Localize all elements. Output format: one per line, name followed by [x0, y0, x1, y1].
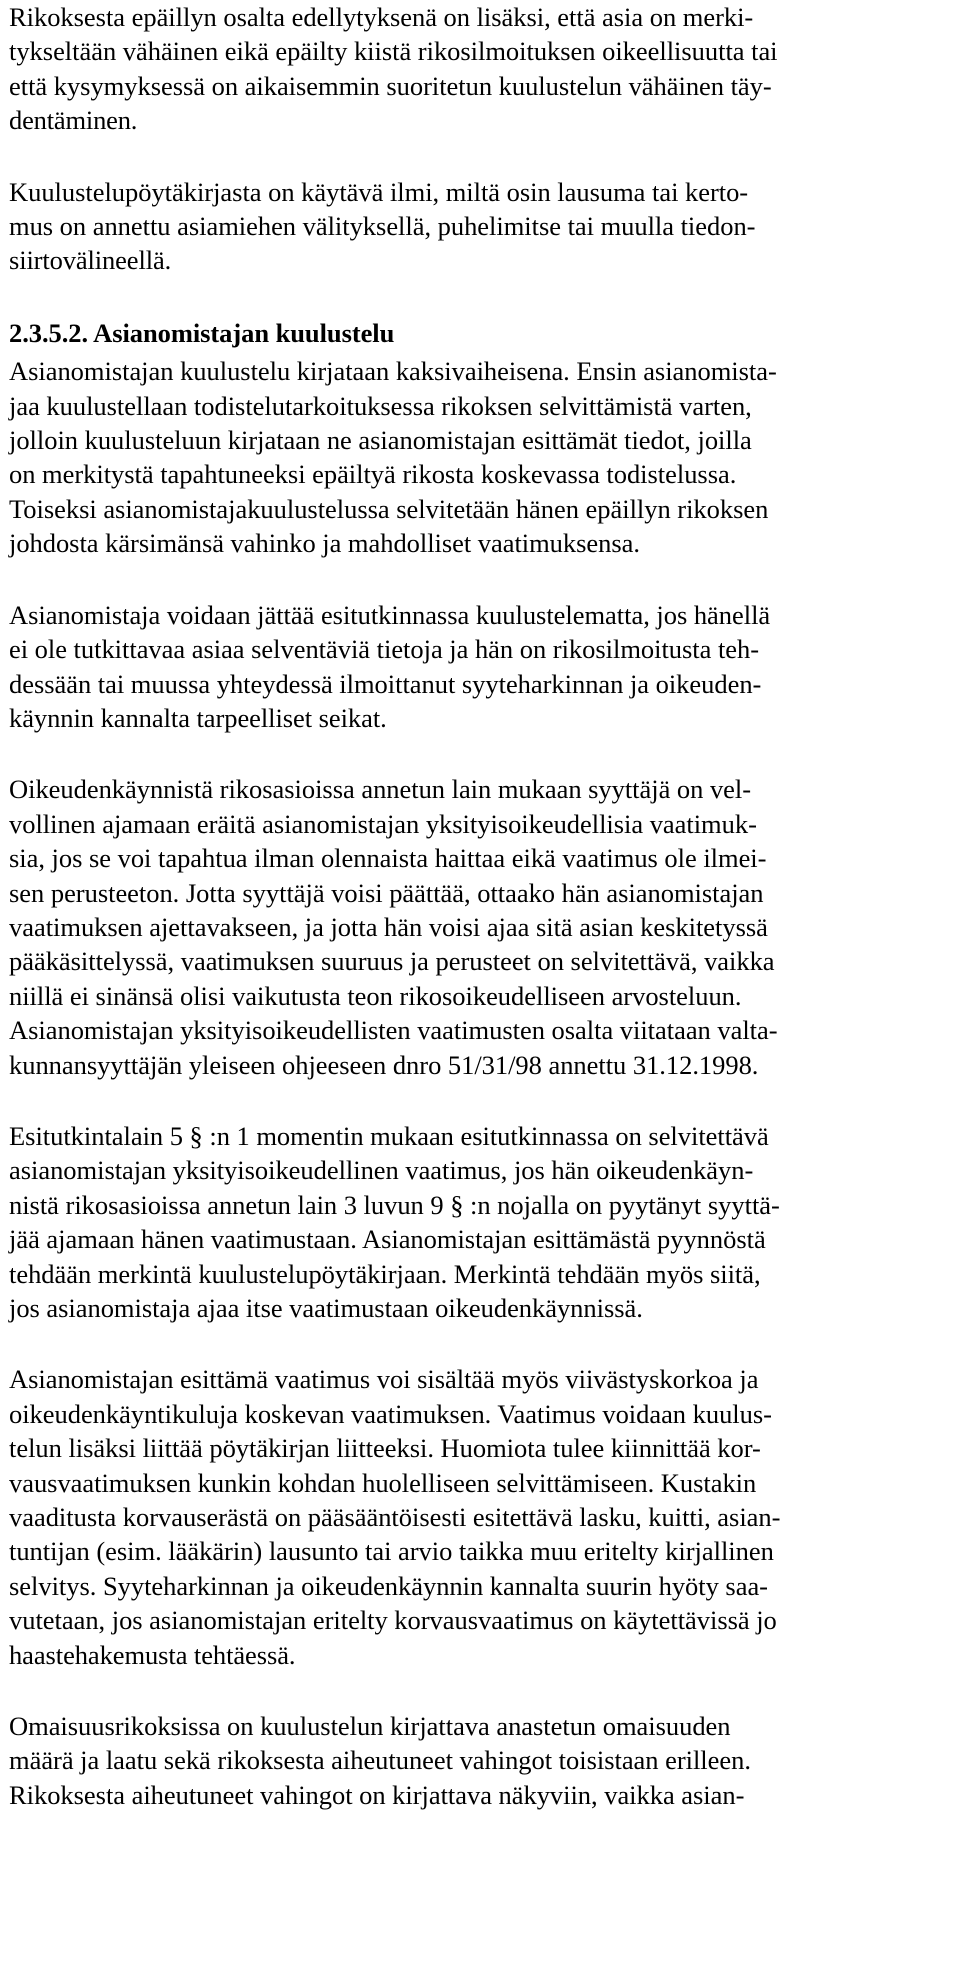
text-line: jää ajamaan hänen vaatimustaan. Asianomistajan esittämästä pyynnöstä — [9, 1224, 766, 1255]
text-line: Asianomistajan yksityisoikeudellisten vaatimusten osalta viitataan valta- — [9, 1015, 778, 1046]
paragraph-gap — [9, 1672, 955, 1709]
text-line: sen perusteeton. Jotta syyttäjä voisi päättää, ottaako hän asianomistajan — [9, 877, 764, 908]
text-line: määrä ja laatu sekä rikoksesta aiheutuneet vahingot toisistaan erilleen. — [9, 1745, 751, 1776]
paragraph-gap — [9, 561, 955, 598]
text-line: tehdään merkintä kuulustelupöytäkirjaan. Merkintä tehdään myös siitä, — [9, 1258, 761, 1289]
section-heading: 2.3.5.2. Asianomistajan kuulustelu — [9, 317, 395, 348]
text-line: Toiseksi asianomistajakuulustelussa selvitetään hänen epäillyn rikoksen — [9, 493, 769, 524]
text-line: Asianomistajan kuulustelu kirjataan kaksivaiheisena. Ensin asianomista- — [9, 356, 777, 387]
text-line: käynnin kannalta tarpeelliset seikat. — [9, 702, 387, 733]
text-line: on merkitystä tapahtuneeksi epäiltyä rikosta koskevassa todistelussa. — [9, 459, 737, 490]
text-line: jolloin kuulusteluun kirjataan ne asianomistajan esittämät tiedot, joilla — [9, 425, 752, 456]
paragraph — [9, 0, 955, 138]
text-line: niillä ei sinänsä olisi vaikutusta teon rikosoikeudelliseen arvosteluun. — [9, 980, 742, 1011]
text-line: jos asianomistaja ajaa itse vaatimustaan oikeudenkäynnissä. — [9, 1293, 643, 1323]
text-line: siirtovälineellä. — [9, 245, 172, 276]
text-line: tuntijan (esim. lääkärin) lausunto tai arvio taikka muu eritelty kirjallinen — [9, 1536, 774, 1567]
text-line: vollinen ajamaan eräitä asianomistajan yksityisoikeudellisia vaatimuk- — [9, 808, 757, 839]
text-line: asianomistajan yksityisoikeudellinen vaatimus, jos hän oikeudenkäyn- — [9, 1155, 754, 1186]
text-line: vutetaan, jos asianomistajan eritelty korvausvaatimus on käytettävissä jo — [9, 1605, 777, 1636]
text-line: Oikeudenkäynnistä rikosasioissa annetun lain mukaan syyttäjä on vel- — [9, 774, 752, 805]
text-line: Asianomistaja voidaan jättää esitutkinnassa kuulustelematta, jos hänellä — [9, 599, 771, 630]
text-line: Kuulustelupöytäkirjasta on käytävä ilmi, miltä osin lausuma tai kerto- — [9, 176, 749, 207]
paragraph — [9, 354, 955, 560]
paragraph-gap — [9, 735, 955, 772]
paragraph-gap — [9, 278, 955, 316]
text-line: Esitutkintalain 5 § :n 1 momentin mukaan esitutkinnassa on selvitettävä — [9, 1120, 769, 1151]
text-line: vaaditusta korvauserästä on pääsääntöisesti esitettävä lasku, kuitti, asian- — [9, 1502, 781, 1533]
text-line: ei ole tutkittavaa asiaa selventäviä tietoja ja hän on rikosilmoitusta teh- — [9, 634, 760, 665]
text-line: että kysymyksessä on aikaisemmin suoritetun kuulustelun vähäinen täy- — [9, 70, 772, 101]
text-line: dessään tai muussa yhteydessä ilmoittanut syyteharkinnan ja oikeuden- — [9, 668, 762, 699]
document-page — [9, 0, 955, 1812]
text-line: Rikoksesta epäillyn osalta edellytyksenä on lisäksi, että asia on merki- — [9, 2, 754, 32]
text-line: sia, jos se voi tapahtua ilman olennaista haittaa eikä vaatimus ole ilmei- — [9, 843, 767, 874]
section-heading-block — [9, 316, 955, 350]
paragraph — [9, 1119, 955, 1325]
text-line: pääkäsittelyssä, vaatimuksen suuruus ja perusteet on selvitettävä, vaikka — [9, 946, 775, 977]
text-line: oikeudenkäyntikuluja koskevan vaatimuksen. Vaatimus voidaan kuulus- — [9, 1398, 772, 1429]
text-line: tykseltään vähäinen eikä epäilty kiistä rikosilmoituksen oikeellisuutta tai — [9, 36, 778, 67]
text-line: mus on annettu asiamiehen välityksellä, puhelimitse tai muulla tiedon- — [9, 211, 756, 242]
paragraph — [9, 772, 955, 1082]
paragraph-gap — [9, 1082, 955, 1119]
text-line: selvitys. Syyteharkinnan ja oikeudenkäynnin kannalta suurin hyöty saa- — [9, 1570, 768, 1601]
text-line: jaa kuulustellaan todistelutarkoituksessa rikoksen selvittämistä varten, — [9, 390, 752, 421]
paragraph — [9, 1362, 955, 1672]
paragraph-gap — [9, 138, 955, 175]
text-line: kunnansyyttäjän yleiseen ohjeeseen dnro 51/31/98 annettu 31.12.1998. — [9, 1049, 759, 1080]
paragraph — [9, 598, 955, 736]
text-line: telun lisäksi liittää pöytäkirjan liitteeksi. Huomiota tulee kiinnittää kor- — [9, 1433, 761, 1464]
paragraph — [9, 1709, 955, 1812]
text-line: vausvaatimuksen kunkin kohdan huolelliseen selvittämiseen. Kustakin — [9, 1467, 757, 1498]
text-line: Asianomistajan esittämä vaatimus voi sisältää myös viivästyskorkoa ja — [9, 1364, 759, 1395]
text-line: johdosta kärsimänsä vahinko ja mahdolliset vaatimuksensa. — [9, 528, 640, 559]
text-line: nistä rikosasioissa annetun lain 3 luvun 9 § :n nojalla on pyytänyt syyttä- — [9, 1189, 780, 1220]
text-line: Omaisuusrikoksissa on kuulustelun kirjattava anastetun omaisuuden — [9, 1711, 731, 1742]
text-line: dentäminen. — [9, 105, 138, 136]
text-line: Rikoksesta aiheutuneet vahingot on kirjattava näkyviin, vaikka asian- — [9, 1779, 745, 1810]
paragraph-gap — [9, 1325, 955, 1362]
text-line: vaatimuksen ajettavakseen, ja jotta hän voisi ajaa sitä asian keskitetyssä — [9, 911, 768, 942]
text-line: haastehakemusta tehtäessä. — [9, 1639, 296, 1670]
paragraph — [9, 175, 955, 278]
